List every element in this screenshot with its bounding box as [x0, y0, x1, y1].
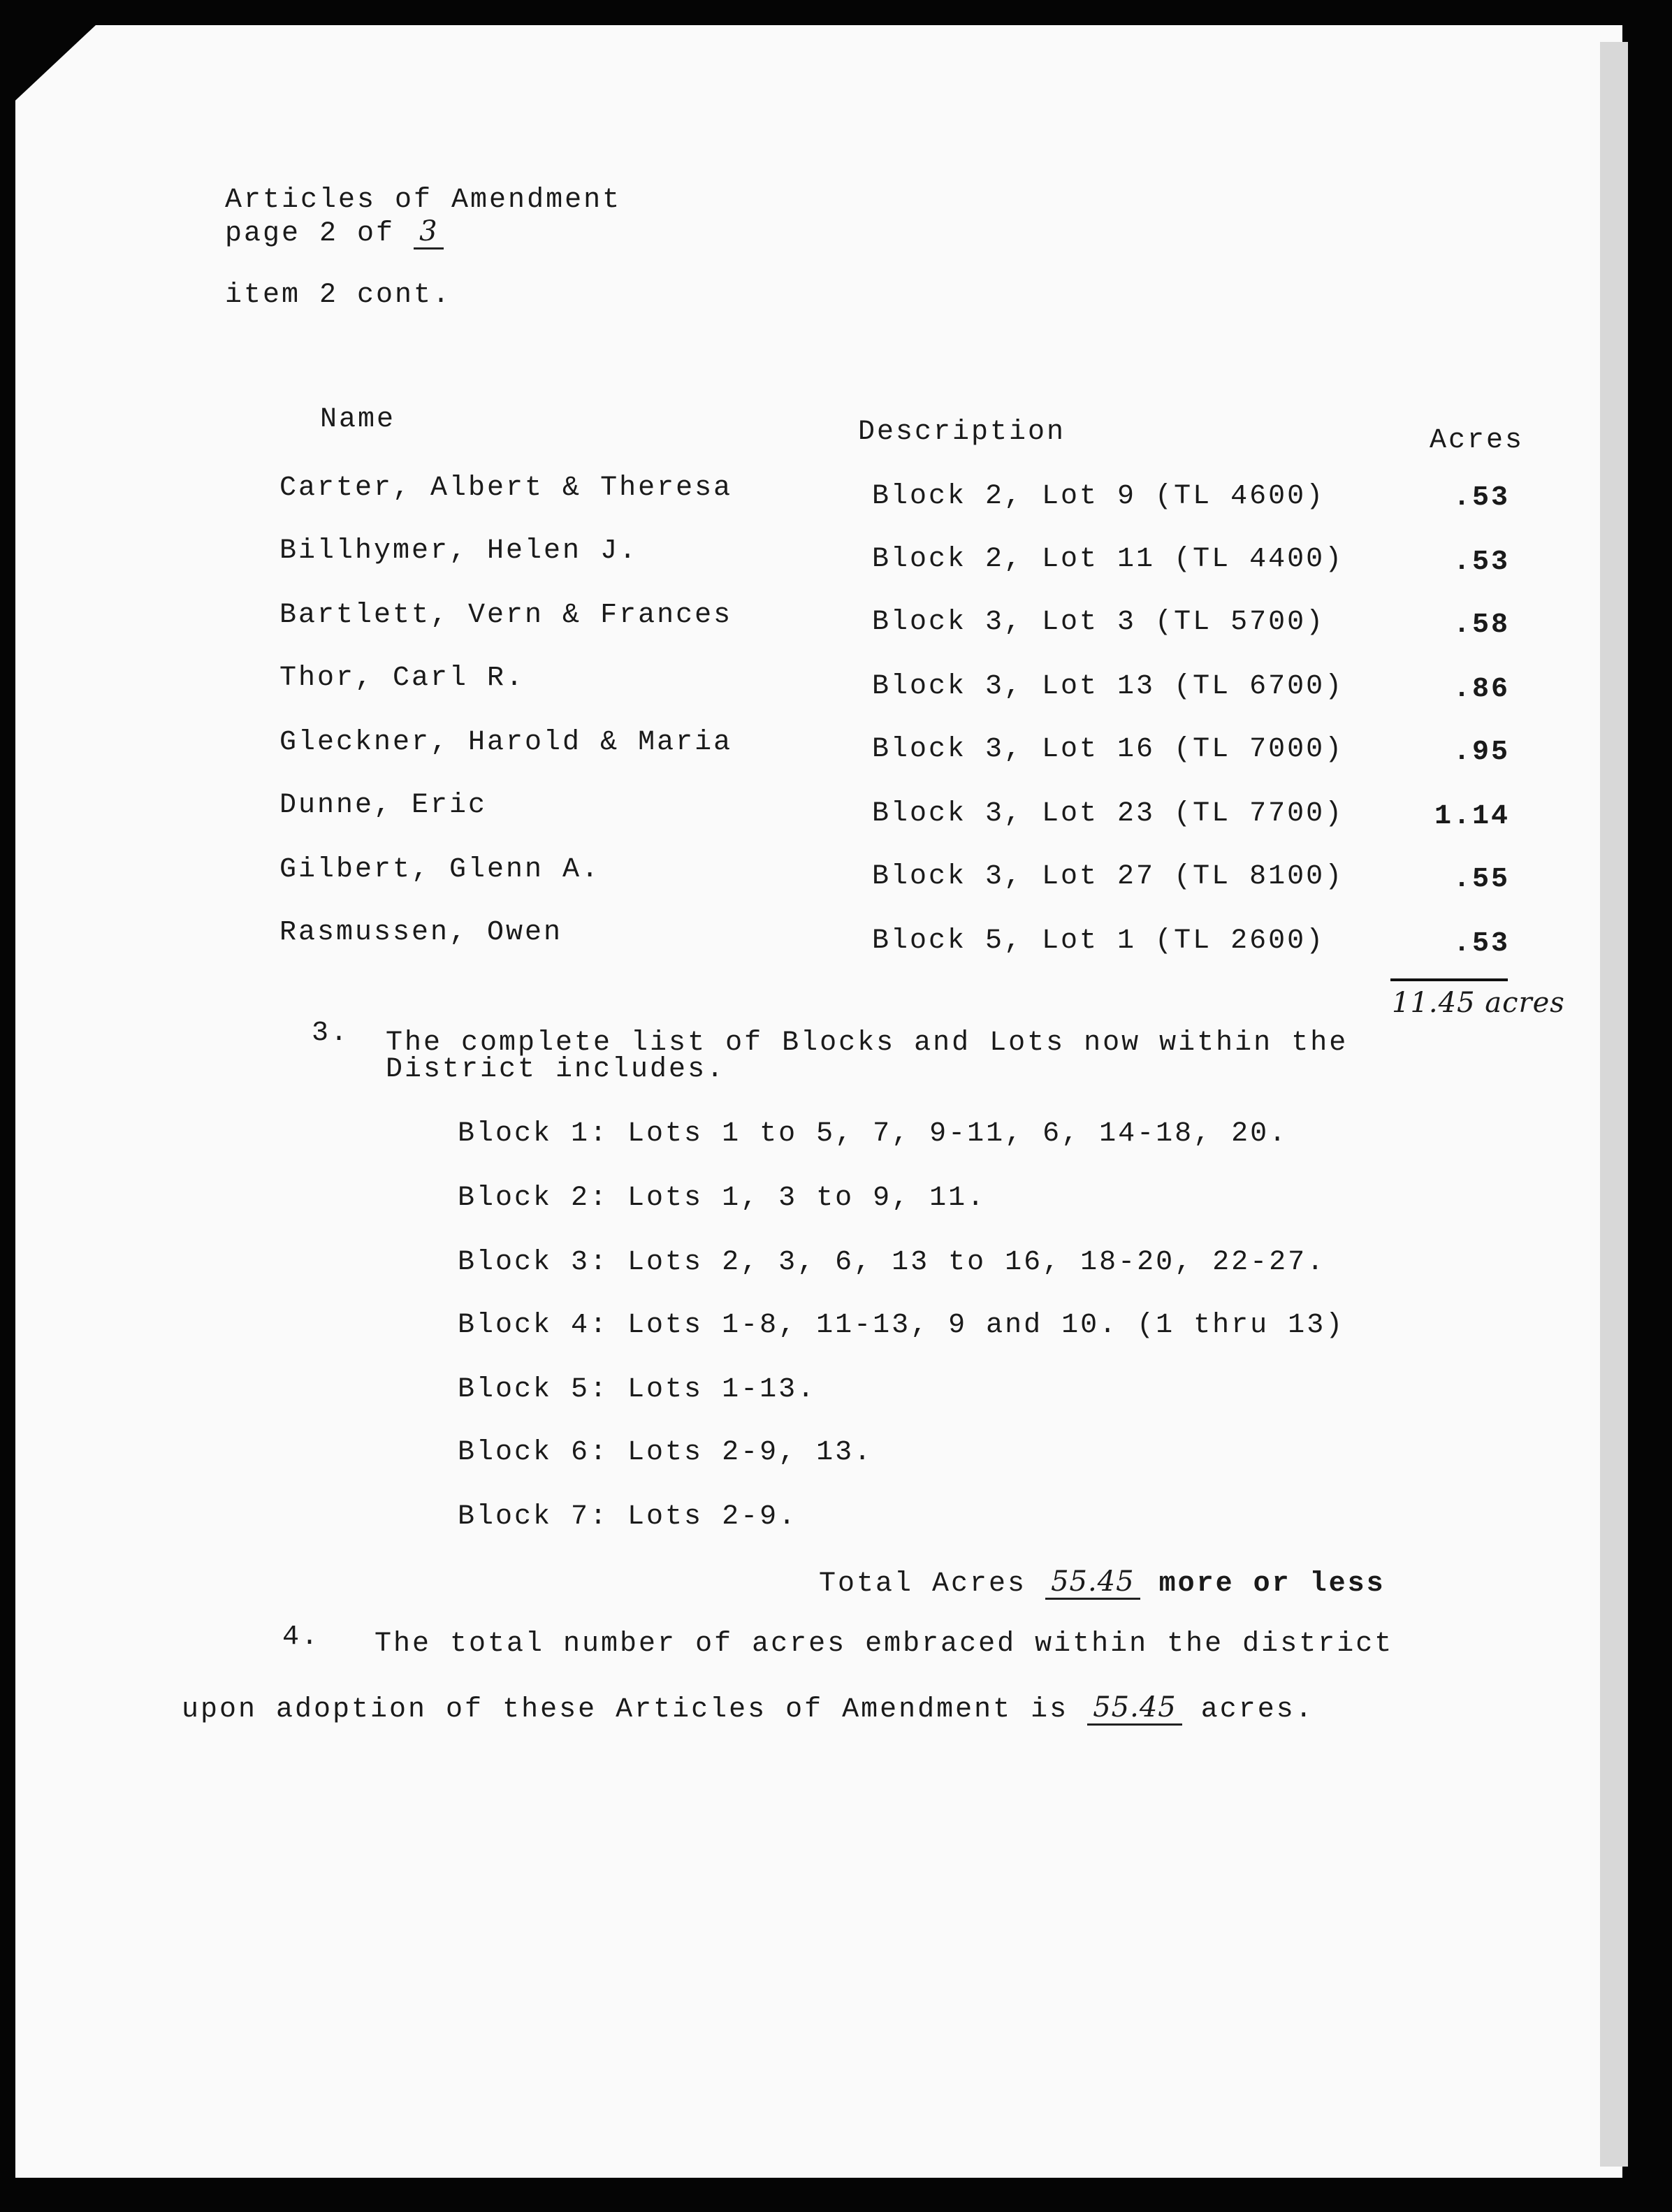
block-lots: Lots 1-13.	[627, 1374, 817, 1405]
block-label: Block 6:	[458, 1437, 609, 1468]
page-edge	[1600, 42, 1628, 2167]
total-acres-line	[819, 1566, 1386, 1600]
row-name: Thor, Carl R.	[279, 663, 525, 694]
section-4-line2-prefix: upon adoption of these Articles of Amendment is	[182, 1694, 1069, 1726]
block-label: Block 5:	[458, 1374, 609, 1405]
block-lots: Lots 2-9.	[627, 1501, 798, 1533]
block-lots: Lots 1-8, 11-13, 9 and 10. (1 thru 13)	[627, 1310, 1345, 1341]
name-column-header: Name	[320, 404, 396, 435]
row-description: Block 2, Lot 9 (TL 4600)	[872, 481, 1325, 512]
document-page	[15, 25, 1622, 2178]
section-3-line2: District includes.	[386, 1054, 726, 1085]
item-continuation: item 2 cont.	[225, 280, 452, 311]
row-name: Rasmussen, Owen	[279, 917, 563, 948]
row-description: Block 3, Lot 3 (TL 5700)	[872, 607, 1325, 638]
row-acres: .53	[1453, 482, 1510, 514]
row-acres: .53	[1453, 928, 1510, 960]
block-list-item	[458, 1247, 1325, 1278]
row-acres: .86	[1453, 674, 1510, 705]
section-4-number: 4.	[282, 1621, 321, 1653]
block-lots: Lots 1, 3 to 9, 11.	[627, 1183, 987, 1214]
block-label: Block 4:	[458, 1310, 609, 1341]
handwritten-subtotal: 11.45 acres	[1392, 987, 1565, 1019]
section-4-line2-suffix: acres.	[1200, 1694, 1314, 1726]
section-3-line1: The complete list of Blocks and Lots now within the	[386, 1027, 1348, 1059]
block-lots: Lots 1 to 5, 7, 9-11, 6, 14-18, 20.	[627, 1118, 1288, 1150]
acres-column-header: Acres	[1429, 425, 1524, 456]
block-list-item	[458, 1310, 1344, 1341]
row-description: Block 3, Lot 23 (TL 7700)	[872, 798, 1344, 830]
row-description: Block 5, Lot 1 (TL 2600)	[872, 925, 1325, 957]
page-indicator	[225, 215, 444, 250]
row-name: Dunne, Eric	[279, 790, 488, 821]
row-acres: .53	[1453, 547, 1510, 578]
row-name: Gilbert, Glenn A.	[279, 854, 601, 885]
block-label: Block 7:	[458, 1501, 609, 1533]
page-prefix: page 2 of	[225, 218, 395, 250]
row-name: Bartlett, Vern & Frances	[279, 600, 733, 631]
total-acres-prefix: Total Acres	[819, 1568, 1027, 1600]
block-list-item	[458, 1374, 816, 1405]
row-description: Block 3, Lot 13 (TL 6700)	[872, 671, 1344, 702]
section-4-total-value: 55.45	[1087, 1691, 1182, 1726]
section-4-line1: The total number of acres embraced within the district	[375, 1628, 1394, 1660]
row-description: Block 3, Lot 27 (TL 8100)	[872, 861, 1344, 892]
row-name: Gleckner, Harold & Maria	[279, 727, 733, 758]
block-list-item	[458, 1183, 986, 1214]
row-acres: .58	[1453, 609, 1510, 641]
block-lots: Lots 2, 3, 6, 13 to 16, 18-20, 22-27.	[627, 1247, 1326, 1278]
total-acres-suffix: more or less	[1158, 1568, 1386, 1600]
row-description: Block 2, Lot 11 (TL 4400)	[872, 544, 1344, 575]
row-name: Billhymer, Helen J.	[279, 535, 639, 567]
row-description: Block 3, Lot 16 (TL 7000)	[872, 734, 1344, 765]
total-acres-value: 55.45	[1045, 1566, 1140, 1600]
section-3-number: 3.	[312, 1018, 350, 1049]
document-title: Articles of Amendment	[225, 185, 622, 216]
description-column-header: Description	[858, 417, 1066, 448]
row-acres: .55	[1453, 864, 1510, 895]
row-name: Carter, Albert & Theresa	[279, 472, 733, 504]
row-acres: 1.14	[1434, 801, 1510, 832]
sum-rule	[1390, 978, 1508, 981]
block-list-item	[458, 1437, 873, 1468]
block-label: Block 2:	[458, 1183, 609, 1214]
block-list-item	[458, 1118, 1288, 1150]
row-acres: .95	[1453, 737, 1510, 768]
block-list-item	[458, 1501, 797, 1533]
block-label: Block 1:	[458, 1118, 609, 1150]
page-total: 3	[414, 215, 443, 250]
section-4-line2	[182, 1691, 1314, 1726]
block-lots: Lots 2-9, 13.	[627, 1437, 873, 1468]
block-label: Block 3:	[458, 1247, 609, 1278]
